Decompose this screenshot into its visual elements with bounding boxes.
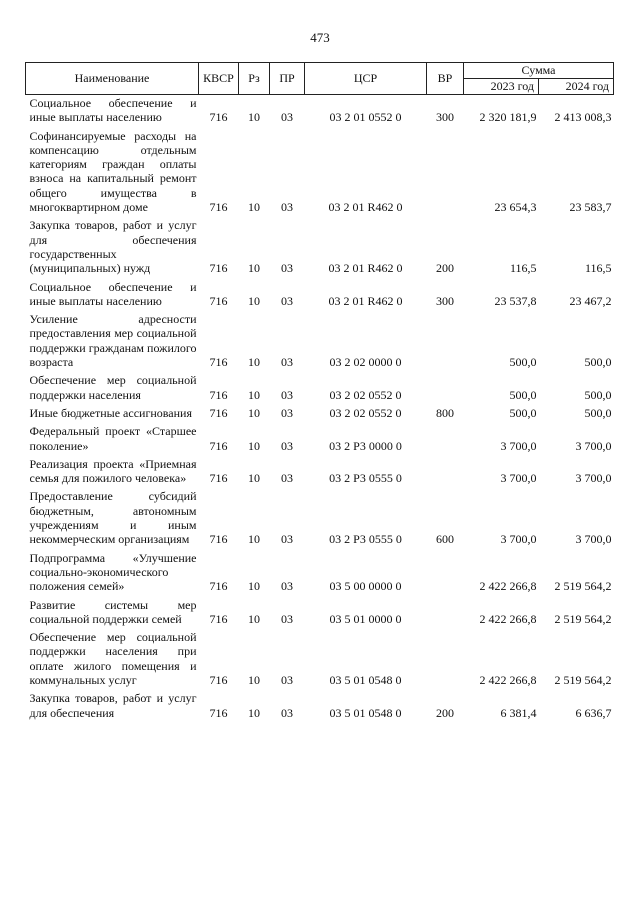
cell-vr [427,550,464,597]
cell-pr: 03 [281,672,293,687]
cell-vr: 600 [436,532,454,547]
cell-csr: 03 2 02 0552 0 [329,387,402,402]
cell-sum-2024: 23 467,2 [569,293,612,308]
cell-vr [427,311,464,372]
header-year-2023: 2023 год [464,79,539,95]
cell-name: Социальное обеспечение и иные выплаты населению [29,96,197,125]
cell-rz: 10 [248,110,260,125]
cell-pr: 03 [281,110,293,125]
cell-pr: 03 [281,261,293,276]
cell-vr [427,372,464,405]
table-row [26,629,614,690]
cell-kvsr: 716 [209,200,228,215]
table-row [26,597,614,630]
page-number: 473 [310,30,330,45]
cell-sum-2024: 6 636,7 [575,705,612,720]
table-body [26,95,614,723]
cell-pr: 03 [281,355,293,370]
table-row [26,279,614,312]
cell-sum-2024: 3 700,0 [575,438,612,453]
cell-rz: 10 [248,355,260,370]
cell-rz: 10 [248,672,260,687]
cell-name: Предоставление субсидий бюджетным, автономным учреждениям и иным некоммерческим организациям [29,489,197,547]
cell-pr: 03 [281,405,293,420]
header-name: Наименование [26,63,199,95]
header-rz: Рз [239,63,270,95]
cell-sum-2024: 2 519 564,2 [554,579,612,594]
cell-sum-2023: 23 537,8 [494,293,537,308]
cell-rz: 10 [248,200,260,215]
cell-kvsr: 716 [209,293,228,308]
cell-sum-2024: 3 700,0 [575,532,612,547]
cell-sum-2023: 116,5 [509,261,537,276]
cell-sum-2023: 500,0 [509,355,537,370]
cell-kvsr: 716 [209,672,228,687]
cell-pr: 03 [281,705,293,720]
cell-rz: 10 [248,387,260,402]
cell-name: Федеральный проект «Старшее поколение» [29,424,197,453]
cell-sum-2023: 2 320 181,9 [479,110,537,125]
cell-sum-2024: 2 519 564,2 [554,672,612,687]
cell-csr: 03 5 00 0000 0 [329,579,402,594]
cell-name: Социальное обеспечение и иные выплаты населению [29,279,197,308]
cell-sum-2023: 3 700,0 [500,438,537,453]
table-row [26,128,614,218]
cell-kvsr: 716 [209,110,228,125]
cell-csr: 03 2 01 0552 0 [329,110,402,125]
cell-vr [427,128,464,218]
cell-pr: 03 [281,438,293,453]
header-sum: Сумма [464,63,614,79]
table-header [26,63,614,95]
cell-vr [427,597,464,630]
cell-csr: 03 2 P3 0555 0 [329,471,402,486]
cell-pr: 03 [281,293,293,308]
cell-sum-2024: 500,0 [584,405,612,420]
cell-kvsr: 716 [209,387,228,402]
cell-rz: 10 [248,611,260,626]
cell-sum-2023: 2 422 266,8 [479,611,537,626]
cell-vr [427,629,464,690]
table-row [26,217,614,278]
table-row [26,372,614,405]
cell-pr: 03 [281,532,293,547]
header-year-2024: 2024 год [539,79,614,95]
cell-name: Обеспечение мер социальной поддержки населения [29,373,197,402]
cell-csr: 03 5 01 0548 0 [329,705,402,720]
table-row [26,405,614,423]
header-csr: ЦСР [305,63,427,95]
cell-sum-2023: 3 700,0 [500,471,537,486]
cell-csr: 03 2 02 0552 0 [329,405,402,420]
cell-sum-2024: 2 519 564,2 [554,611,612,626]
cell-kvsr: 716 [209,611,228,626]
cell-vr [427,423,464,456]
cell-rz: 10 [248,579,260,594]
cell-sum-2024: 2 413 008,3 [554,110,612,125]
cell-kvsr: 716 [209,579,228,594]
cell-kvsr: 716 [209,438,228,453]
cell-vr: 800 [436,405,454,420]
cell-kvsr: 716 [209,532,228,547]
cell-vr: 200 [436,705,454,720]
header-vr: ВР [427,63,464,95]
cell-name: Закупка товаров, работ и услуг для обеспечения государственных (муниципальных) нужд [29,218,197,276]
cell-rz: 10 [248,471,260,486]
cell-name: Обеспечение мер социальной поддержки населения при оплате жилого помещения и коммунальных услуг [29,630,197,687]
table-row [26,690,614,723]
cell-sum-2024: 500,0 [584,387,612,402]
cell-sum-2023: 500,0 [509,387,537,402]
cell-pr: 03 [281,471,293,486]
cell-csr: 03 2 01 R462 0 [328,293,403,308]
cell-name: Развитие системы мер социальной поддержки семей [29,597,197,626]
cell-rz: 10 [248,405,260,420]
cell-name: Закупка товаров, работ и услуг для обеспечения [29,691,197,720]
cell-csr: 03 5 01 0000 0 [329,611,402,626]
cell-csr: 03 2 P3 0555 0 [329,532,402,547]
cell-sum-2023: 6 381,4 [500,705,537,720]
cell-kvsr: 716 [209,405,228,420]
cell-csr: 03 2 P3 0000 0 [329,438,402,453]
cell-csr: 03 2 01 R462 0 [328,261,403,276]
header-kvsr: КВСР [199,63,239,95]
cell-vr: 300 [436,293,454,308]
cell-vr: 300 [436,110,454,125]
cell-sum-2024: 23 583,7 [569,200,612,215]
cell-pr: 03 [281,579,293,594]
cell-csr: 03 2 02 0000 0 [329,355,402,370]
cell-sum-2024: 116,5 [584,261,612,276]
header-pr: ПР [270,63,305,95]
cell-csr: 03 2 01 R462 0 [328,200,403,215]
budget-table [25,62,614,723]
cell-rz: 10 [248,261,260,276]
cell-name: Иные бюджетные ассигнования [29,405,192,420]
table-row [26,95,614,128]
cell-csr: 03 5 01 0548 0 [329,672,402,687]
table-row [26,456,614,489]
cell-vr [427,456,464,489]
cell-kvsr: 716 [209,471,228,486]
cell-sum-2023: 2 422 266,8 [479,672,537,687]
cell-kvsr: 716 [209,355,228,370]
cell-vr: 200 [436,261,454,276]
cell-kvsr: 716 [209,705,228,720]
cell-sum-2023: 3 700,0 [500,532,537,547]
table-row [26,488,614,549]
cell-sum-2023: 2 422 266,8 [479,579,537,594]
cell-rz: 10 [248,705,260,720]
cell-pr: 03 [281,611,293,626]
cell-name: Усиление адресности предоставления мер социальной поддержки гражданам пожилого возраста [29,312,197,370]
table-row [26,550,614,597]
cell-name: Подпрограмма «Улучшение социально-экономического положения семей» [29,550,197,594]
cell-pr: 03 [281,200,293,215]
cell-pr: 03 [281,387,293,402]
cell-sum-2023: 23 654,3 [494,200,537,215]
cell-rz: 10 [248,438,260,453]
cell-name: Софинансируемые расходы на компенсацию отдельным категориям граждан оплаты взноса на капитальный ремонт общего имущества в многоквартирном доме [29,128,197,215]
cell-kvsr: 716 [209,261,228,276]
table-row [26,311,614,372]
cell-sum-2024: 3 700,0 [575,471,612,486]
cell-name: Реализация проекта «Приемная семья для пожилого человека» [29,456,197,486]
cell-sum-2024: 500,0 [584,355,612,370]
table-row [26,423,614,456]
cell-sum-2023: 500,0 [509,405,537,420]
cell-rz: 10 [248,532,260,547]
cell-rz: 10 [248,293,260,308]
